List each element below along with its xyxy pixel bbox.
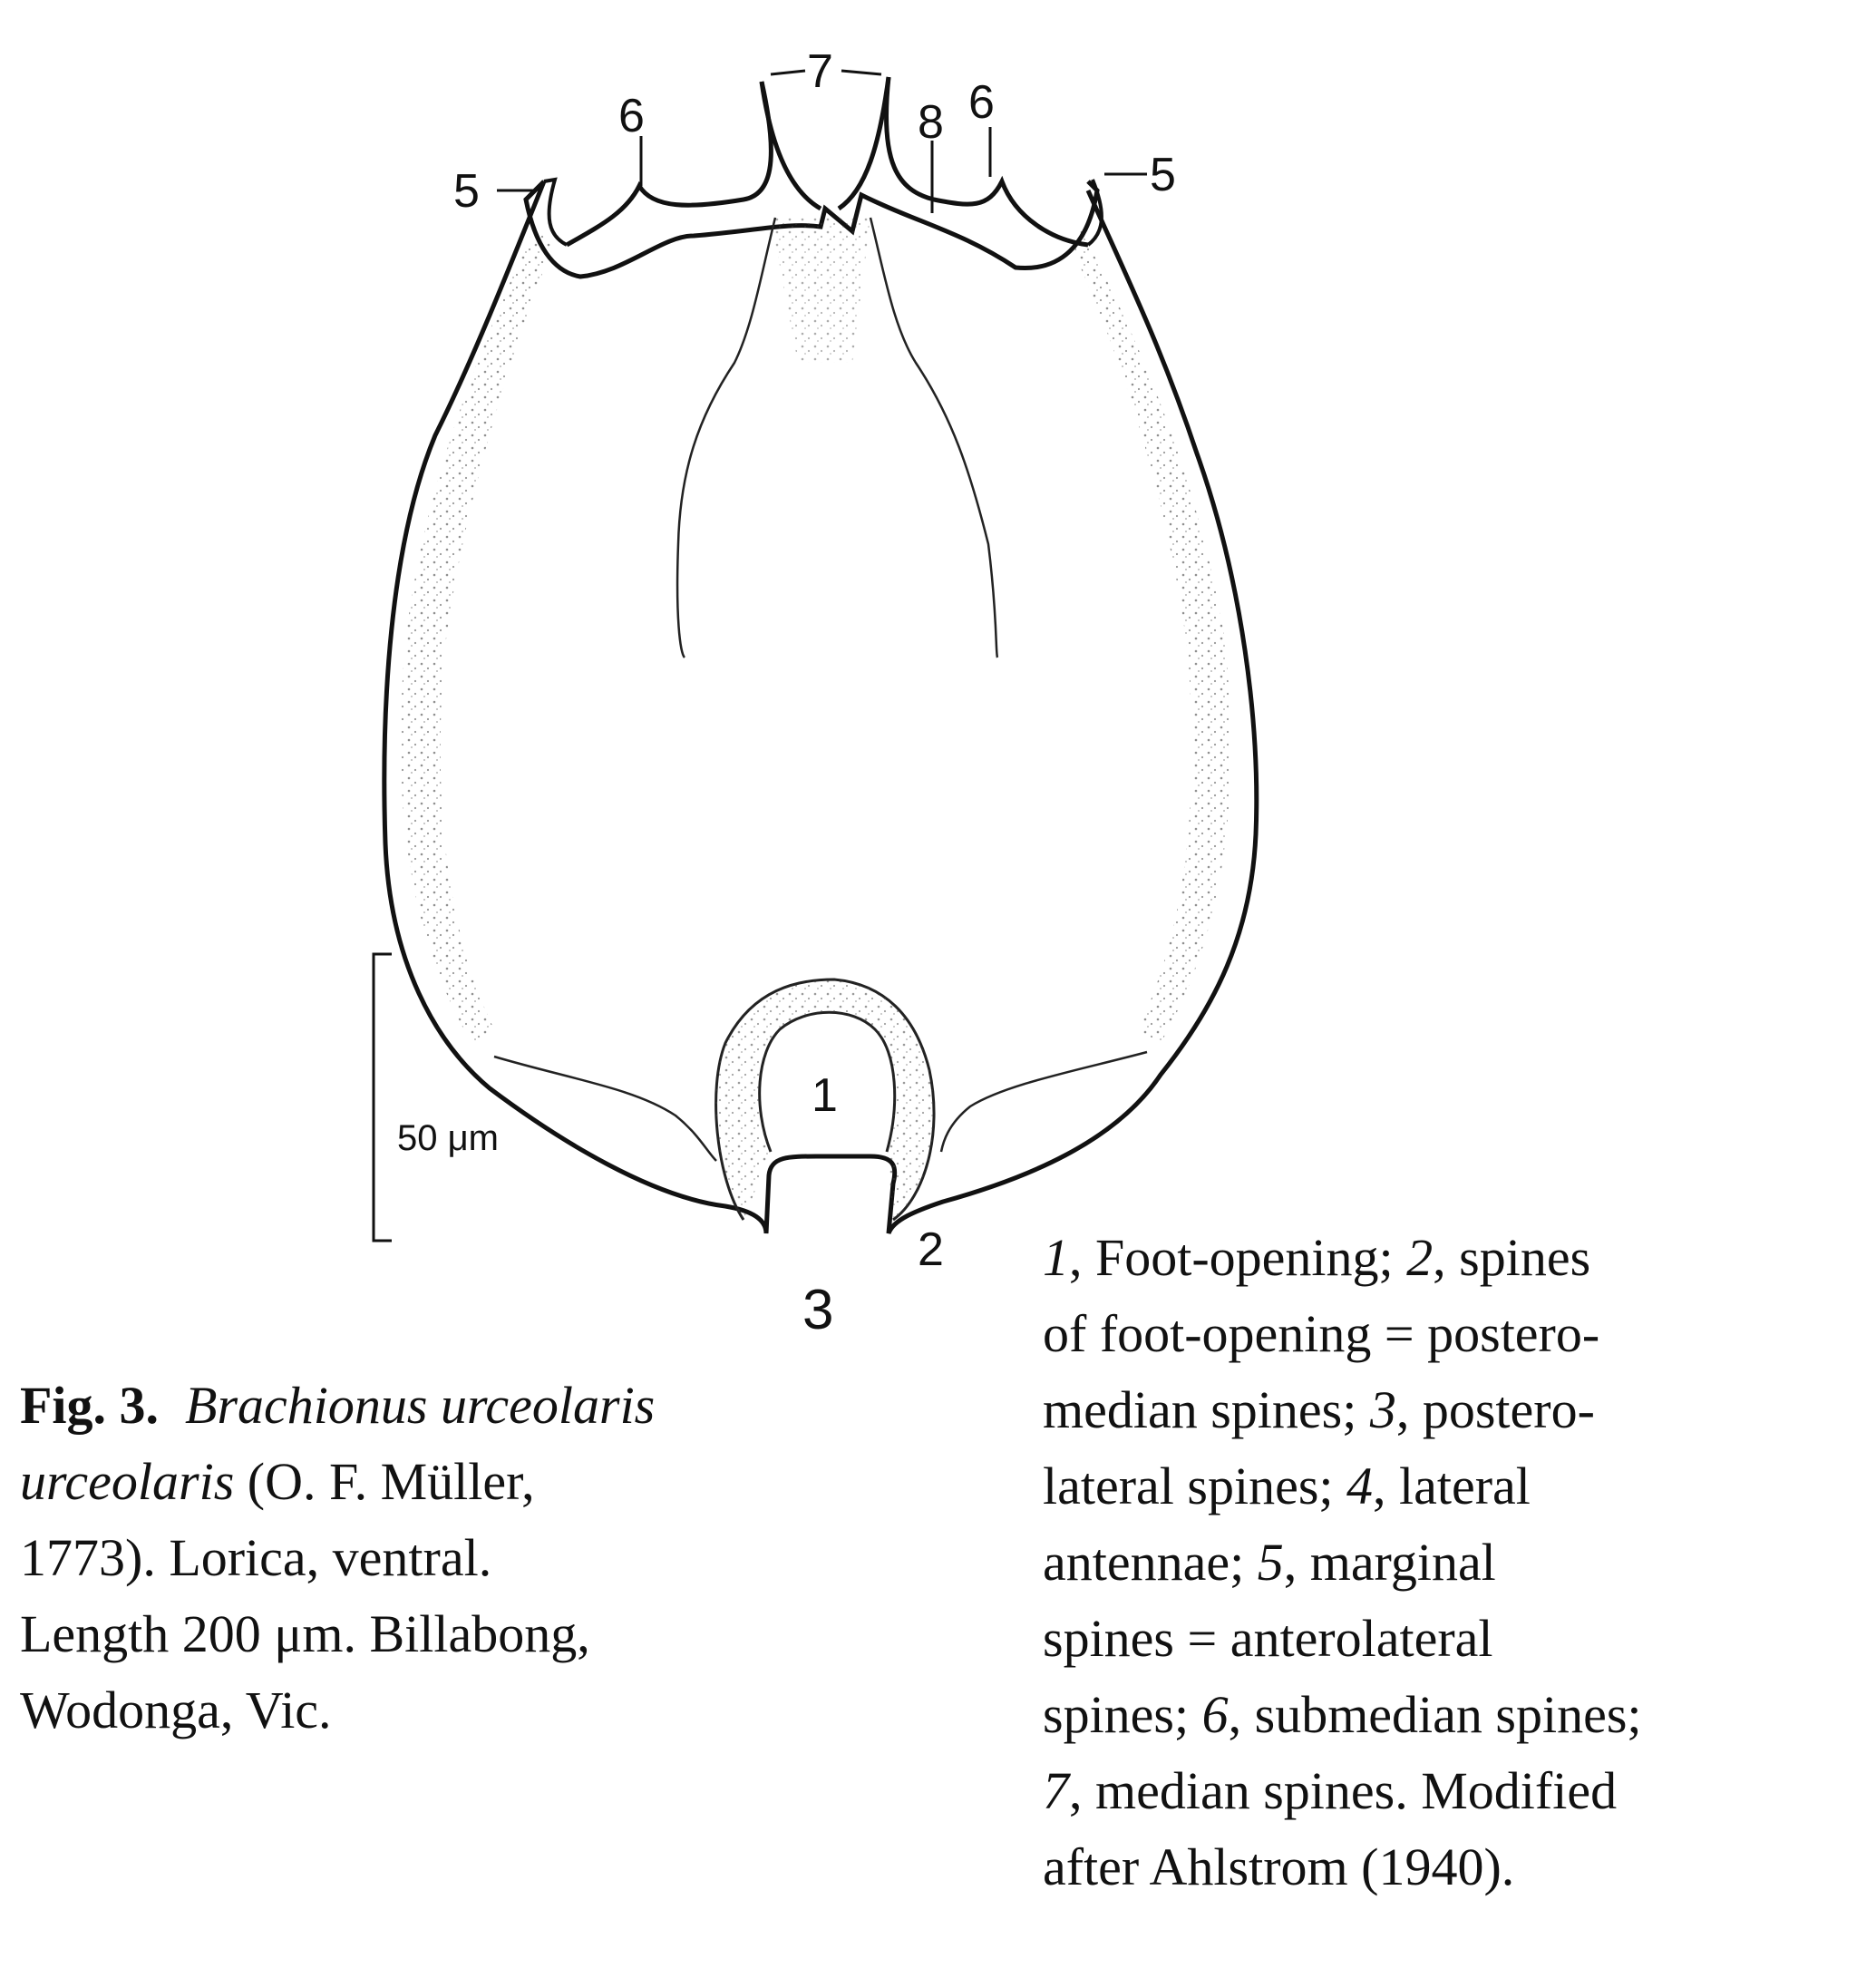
caption-left-line-3: 1773). Lorica, ventral. bbox=[20, 1528, 492, 1587]
legend-text: lateral spines; bbox=[1043, 1457, 1347, 1515]
legend-text: antennae; bbox=[1043, 1533, 1258, 1592]
legend-num: 7 bbox=[1043, 1761, 1069, 1820]
legend-text: , lateral bbox=[1373, 1457, 1531, 1515]
legend-line-2: of foot-opening = postero- bbox=[1043, 1304, 1600, 1363]
author: (O. F. Müller, bbox=[234, 1452, 535, 1511]
marginal-spine-left bbox=[544, 180, 567, 245]
fig-label: Fig. 3. bbox=[20, 1376, 160, 1435]
leader-7-left bbox=[771, 71, 805, 74]
label-7: 7 bbox=[807, 45, 833, 98]
leader-7-right bbox=[841, 71, 881, 74]
legend-num: 3 bbox=[1369, 1380, 1396, 1439]
figure-number: 3 bbox=[802, 1279, 834, 1341]
legend-text: median spines; bbox=[1043, 1380, 1370, 1439]
caption-right bbox=[1043, 1220, 1859, 1905]
label-6-left: 6 bbox=[618, 90, 645, 142]
legend-line-9: after Ahlstrom (1940). bbox=[1043, 1837, 1515, 1896]
caption-left-line-1 bbox=[20, 1368, 818, 1444]
lorica-right-margin bbox=[1074, 227, 1230, 1043]
species-name-cont: urceolaris bbox=[20, 1452, 235, 1511]
posterolateral-line-left bbox=[494, 1057, 716, 1161]
label-5-left: 5 bbox=[453, 165, 480, 218]
caption-left-line-5: Wodonga, Vic. bbox=[20, 1681, 332, 1739]
label-6-right: 6 bbox=[968, 76, 995, 129]
legend-num: 5 bbox=[1257, 1533, 1284, 1592]
legend-line-3 bbox=[1043, 1372, 1859, 1448]
legend-line-6: spines = anterolateral bbox=[1043, 1609, 1493, 1668]
legend-line-4 bbox=[1043, 1448, 1859, 1525]
caption-left bbox=[20, 1368, 818, 1749]
median-spine-right bbox=[839, 77, 889, 209]
legend-text: , median spines. Modified bbox=[1069, 1761, 1618, 1820]
legend-num: 1 bbox=[1043, 1228, 1069, 1287]
submedian-spine-left bbox=[567, 82, 771, 245]
legend-text: , marginal bbox=[1283, 1533, 1496, 1592]
scale-bar bbox=[374, 954, 392, 1241]
legend-num: 6 bbox=[1201, 1685, 1229, 1744]
median-shading bbox=[771, 218, 870, 363]
caption-left-line-2 bbox=[20, 1444, 818, 1520]
species-name: Brachionus urceolaris bbox=[185, 1376, 656, 1435]
label-5-right: 5 bbox=[1150, 149, 1176, 201]
label-1: 1 bbox=[812, 1069, 838, 1122]
legend-num: 4 bbox=[1346, 1457, 1374, 1515]
legend-line-7 bbox=[1043, 1677, 1859, 1753]
legend-line-1 bbox=[1043, 1220, 1859, 1296]
label-8: 8 bbox=[918, 96, 944, 149]
legend-text: , spines bbox=[1433, 1228, 1591, 1287]
legend-line-5 bbox=[1043, 1525, 1859, 1601]
caption-left-line-4: Length 200 μm. Billabong, bbox=[20, 1604, 590, 1663]
inner-ridge-left bbox=[677, 218, 775, 658]
legend-num: 2 bbox=[1406, 1228, 1434, 1287]
scale-bar-label: 50 μm bbox=[397, 1118, 499, 1158]
label-2: 2 bbox=[918, 1223, 944, 1276]
posterolateral-line-right bbox=[941, 1052, 1147, 1152]
legend-text: , submedian spines; bbox=[1228, 1685, 1642, 1744]
legend-text: , postero- bbox=[1395, 1380, 1595, 1439]
legend-text: spines; bbox=[1043, 1685, 1202, 1744]
legend-text: , Foot-opening; bbox=[1069, 1228, 1407, 1287]
legend-line-8 bbox=[1043, 1753, 1859, 1829]
inner-ridge-right bbox=[870, 218, 997, 658]
